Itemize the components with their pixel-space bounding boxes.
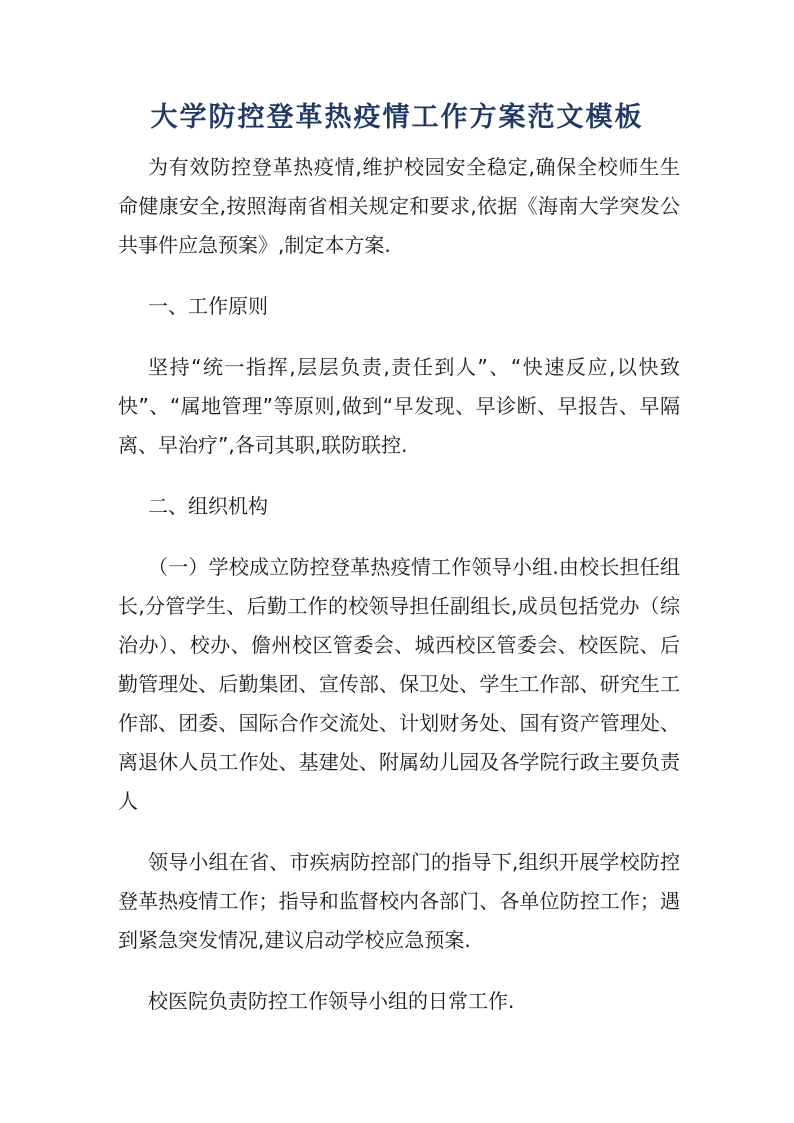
document-title: 大学防控登革热疫情工作方案范文模板: [150, 102, 644, 133]
section-heading-organization: 二、组织机构: [148, 494, 268, 518]
principles-paragraph: 坚持“统一指挥,层层负责,责任到人”、“快速反应,以快致快”、“属地管理”等原则,做到“早发现、早诊断、早报告、早隔离、早治疗”,各司其职,联防联控.: [118, 355, 680, 457]
intro-paragraph: 为有效防控登革热疫情,维护校园安全稳定,确保全校师生生命健康安全,按照海南省相关规定和要求,依据《海南大学突发公共事件应急预案》,制定本方案.: [118, 155, 680, 257]
document-body: [118, 148, 680, 1043]
section-heading-principles: 一、工作原则: [148, 294, 268, 318]
clinic-duties-paragraph: 校医院负责防控工作领导小组的日常工作.: [148, 989, 515, 1013]
organization-paragraph: （一）学校成立防控登革热疫情工作领导小组.由校长担任组长,分管学生、后勤工作的校领导担任副组长,成员包括党办（综治办）、校办、儋州校区管委会、城西校区管委会、校医院、后勤管理处、后勤集团、宣传部、保卫处、学生工作部、研究生工作部、团委、国际合作交流处、计划财务处、国有资产管理处、离退休人员工作处、基建处、附属幼儿园及各学院行政主要负责人: [118, 555, 680, 813]
leadership-duties-paragraph: 领导小组在省、市疾病防控部门的指导下,组织开展学校防控登革热疫情工作；指导和监督校内各部门、各单位防控工作；遇到紧急突发情况,建议启动学校应急预案.: [118, 850, 680, 952]
